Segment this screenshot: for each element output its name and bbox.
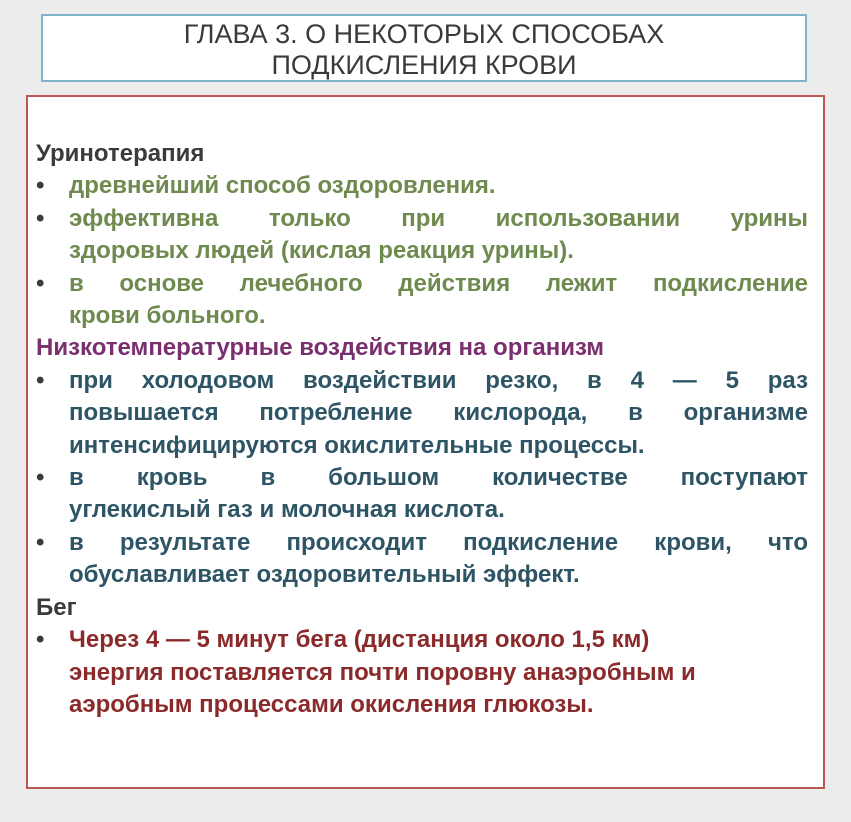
bullet-dot: • (36, 626, 45, 654)
bullet-dot: • (36, 464, 45, 492)
bullet-text: крови больного. (69, 302, 266, 330)
bullet-text: углекислый газ и молочная кислота. (69, 496, 505, 524)
bullet-dot: • (36, 366, 45, 394)
title-line-1: ГЛАВА 3. О НЕКОТОРЫХ СПОСОБАХ (183, 19, 665, 49)
content-body (36, 138, 808, 721)
bullet-text: древнейший способ оздоровления. (69, 172, 496, 200)
bullet-text: повышается потребление кислорода, в организме (69, 399, 808, 427)
bullet-text: интенсифицируются окислительные процессы. (69, 431, 645, 459)
title-line-2: ПОДКИСЛЕНИЯ КРОВИ (271, 50, 577, 80)
list-item (36, 170, 808, 202)
list-item (36, 624, 808, 721)
section-heading-urinotherapy: Уринотерапия (36, 140, 205, 167)
list-item (36, 365, 808, 462)
bullet-text: в кровь в большом количестве поступают (69, 464, 808, 492)
bullet-text: при холодовом воздействии резко, в 4 — 5 раз (69, 366, 808, 394)
bullet-text: аэробным процессами окисления глюкозы. (69, 690, 594, 718)
bullet-text: здоровых людей (кислая реакция урины). (69, 237, 574, 265)
bullet-text: обуславливает оздоровительный эффект. (69, 561, 580, 589)
bullet-dot: • (36, 269, 45, 297)
section-heading-cold: Низкотемпературные воздействия на организм (36, 334, 605, 362)
bullet-dot: • (36, 172, 45, 200)
bullet-text: в основе лечебного действия лежит подкисление (69, 269, 808, 297)
bullet-dot: • (36, 528, 45, 556)
bullet-text: энергия поставляется почти поровну анаэробным и (69, 658, 696, 686)
list-item (36, 527, 808, 592)
list-item (36, 203, 808, 268)
bullet-text: эффективна только при использовании урины (69, 204, 808, 232)
title-box (41, 14, 807, 82)
bullet-dot: • (36, 204, 45, 232)
bullet-text: в результате происходит подкисление крови, что (69, 528, 808, 556)
section-heading-running: Бег (36, 593, 77, 621)
list-item (36, 462, 808, 527)
bullet-text: Через 4 — 5 минут бега (дистанция около 1,5 км) (69, 626, 650, 654)
list-item (36, 268, 808, 333)
